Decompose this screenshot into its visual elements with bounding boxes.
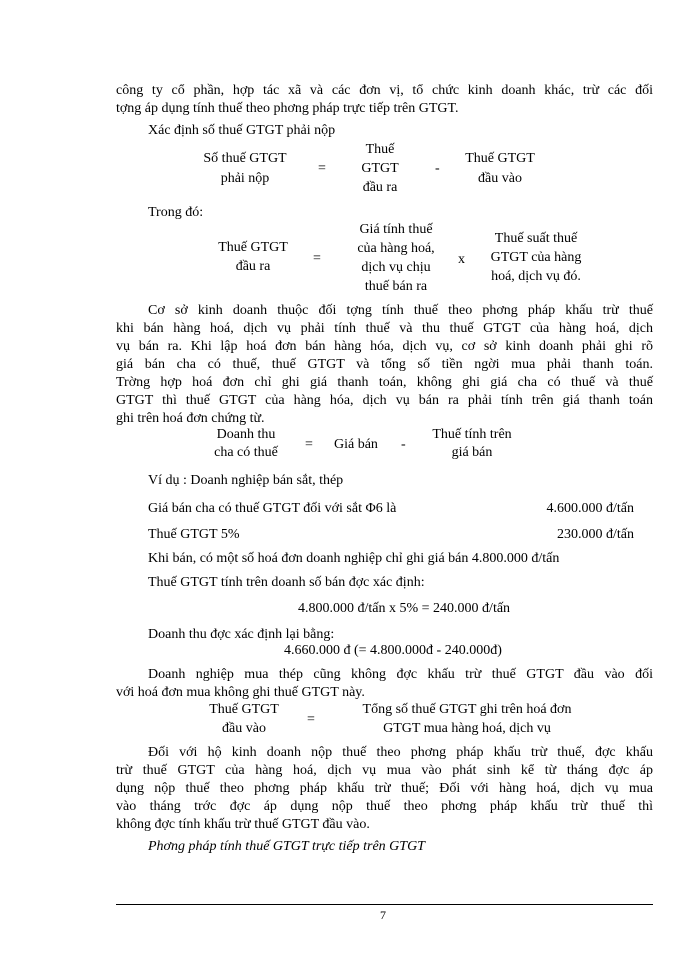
formula4-left-l2: đầu vào <box>222 721 266 736</box>
para3-line-4: vào tháng trớc đợc áp dụng nộp thuế theo phơng pháp khấu trừ thuế thì <box>116 799 653 814</box>
para1-line-4: giá bán cha có thuế, thuế GTGT và tổng số tiền ngời mua phải thanh toán. <box>116 357 653 372</box>
formula2-right-l2: GTGT của hàng <box>490 250 582 265</box>
formula2-mid-l2: của hàng hoá, <box>357 241 435 256</box>
para1-line-6: GTGT thì thuế GTGT của hàng hóa, dịch vụ bán ra phải tính trên giá thanh toán <box>116 393 653 408</box>
para1-line-3: vụ bán ra. Khi lập hoá đơn bán hàng hóa, dịch vụ, cơ sở kinh doanh phải ghi rõ <box>116 339 653 354</box>
para1-line-1: Cơ sở kinh doanh thuộc đối tợng tính thuế theo phơng pháp khấu trừ thuế <box>148 303 653 318</box>
formula3-mid: Giá bán <box>334 437 378 452</box>
para3-line-2: trừ thuế GTGT của hàng hoá, dịch vụ mua vào phát sinh kể từ tháng đợc áp <box>116 763 653 778</box>
example-line-5: Doanh thu đợc xác định lại bằng: <box>148 627 335 642</box>
para2-line-1: Doanh nghiệp mua thép cũng không đợc khấu trừ thuế GTGT đầu vào đối <box>148 667 653 682</box>
page-number: 7 <box>380 908 386 922</box>
formula2-left-l1: Thuế GTGT <box>218 240 288 255</box>
formula3-right-l1: Thuế tính trên <box>432 427 512 442</box>
formula1-left-l2: phải nộp <box>220 171 270 186</box>
formula2-mid-l1: Giá tính thuế <box>359 222 433 237</box>
formula2-times: x <box>458 252 465 267</box>
section-heading: Phơng pháp tính thuế GTGT trực tiếp trên GTGT <box>148 839 425 854</box>
formula1-minus: - <box>435 161 440 176</box>
para3-line-1: Đối với hộ kinh doanh nộp thuế theo phơng pháp khấu trừ thuế, đợc khấu <box>148 745 653 760</box>
example-line-4: Thuế GTGT tính trên doanh số bán đợc xác định: <box>148 575 425 590</box>
formula2-equals: = <box>313 251 321 266</box>
determine-label: Xác định số thuế GTGT phải nộp <box>148 123 336 138</box>
intro-line-1: công ty cổ phần, hợp tác xã và các đơn vị, tổ chức kinh doanh khác, trừ các đối <box>116 83 653 98</box>
formula2-mid-l3: dịch vụ chịu <box>361 260 431 275</box>
example-title: Ví dụ : Doanh nghiệp bán sắt, thép <box>148 473 344 488</box>
example-row1-value: 4.600.000 đ/tấn <box>546 501 634 516</box>
intro-line-2: tợng áp dụng tính thuế theo phơng pháp trực tiếp trên GTGT. <box>116 101 459 116</box>
para1-line-5: Trờng hợp hoá đơn chỉ ghi giá thanh toán, không ghi giá cha có thuế và thuế <box>116 375 653 390</box>
para3-line-5: không đợc tính khấu trừ thuế GTGT đầu vào. <box>116 817 370 832</box>
formula3-equals: = <box>305 437 313 452</box>
formula1-mid-l1: Thuế <box>365 142 395 157</box>
formula1-equals: = <box>318 161 326 176</box>
formula4-left-l1: Thuế GTGT <box>209 702 279 717</box>
formula1-mid-l2: GTGT <box>361 161 399 176</box>
formula4-right-l2: GTGT mua hàng hoá, dịch vụ <box>383 721 551 736</box>
formula2-right-l3: hoá, dịch vụ đó. <box>491 269 581 284</box>
formula3-minus: - <box>401 437 406 452</box>
formula3-left-l1: Doanh thu <box>216 427 276 442</box>
formula1-right-l1: Thuế GTGT <box>465 151 535 166</box>
example-row2-value: 230.000 đ/tấn <box>557 527 634 542</box>
formula2-right-l1: Thuế suất thuế <box>494 231 578 246</box>
formula2-mid-l4: thuế bán ra <box>364 279 428 294</box>
para2-line-2: với hoá đơn mua không ghi thuế GTGT này. <box>116 685 365 700</box>
formula4-equals: = <box>307 712 315 727</box>
para3-line-3: dụng nộp thuế theo phơng pháp khấu trừ thuế; Đối với hàng hoá, dịch vụ mua <box>116 781 653 796</box>
example-calc-2: 4.660.000 đ (= 4.800.000đ - 240.000đ) <box>284 643 502 658</box>
formula3-left-l2: cha có thuế <box>214 445 278 460</box>
example-line-3: Khi bán, có một số hoá đơn doanh nghiệp chỉ ghi giá bán 4.800.000 đ/tấn <box>148 551 560 566</box>
formula1-left-l1: Số thuế GTGT <box>203 151 287 166</box>
example-calc-1: 4.800.000 đ/tấn x 5% = 240.000 đ/tấn <box>298 601 511 616</box>
formula4-right-l1: Tổng số thuế GTGT ghi trên hoá đơn <box>362 702 572 717</box>
formula1-right-l2: đầu vào <box>478 171 522 186</box>
example-row1-label: Giá bán cha có thuế GTGT đối với sắt Φ6 là <box>148 501 397 516</box>
formula1-mid-l3: đầu ra <box>362 180 398 195</box>
footer-divider <box>116 904 653 905</box>
example-row2-label: Thuế GTGT 5% <box>148 527 240 542</box>
formula3-right-l2: giá bán <box>451 445 493 460</box>
formula2-left-l2: đầu ra <box>235 259 271 274</box>
para1-line-2: khi bán hàng hoá, dịch vụ phải tính thuế và thu thuế GTGT của hàng hoá, dịch <box>116 321 653 336</box>
trong-do-label: Trong đó: <box>148 205 204 220</box>
para1-line-7: ghi trên hoá đơn chứng từ. <box>116 411 265 426</box>
